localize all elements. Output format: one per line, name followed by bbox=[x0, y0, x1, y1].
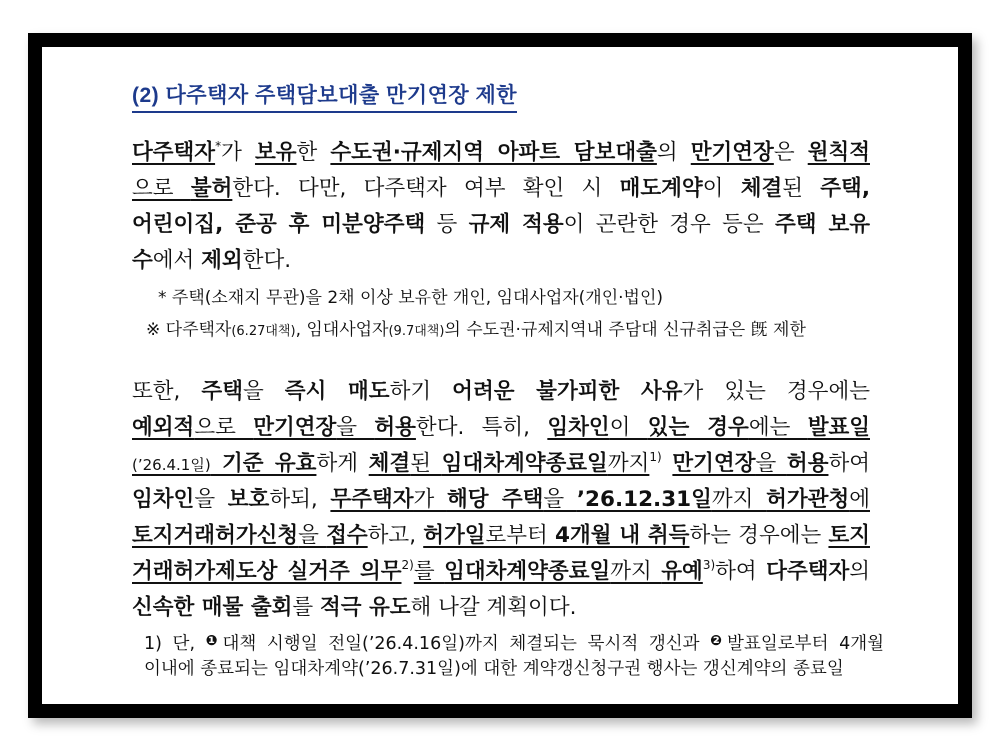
text-line bbox=[132, 590, 870, 626]
text-run: 주택, bbox=[820, 176, 870, 201]
text-run: 예외적 bbox=[132, 415, 195, 440]
text-run: 에 bbox=[849, 487, 870, 512]
text-run: 을 bbox=[298, 523, 327, 548]
text-run: 해 나갈 계획이다. bbox=[410, 595, 577, 620]
text-run: ’26.12.31일 bbox=[576, 487, 712, 512]
text-run: (’26.4.1일) bbox=[132, 456, 211, 474]
text-line bbox=[132, 374, 870, 410]
text-run: 된 bbox=[410, 451, 442, 476]
text-run: 임차인 bbox=[132, 487, 195, 512]
text-run: 신속한 매물 출회 bbox=[132, 595, 293, 620]
text-run: 다주택자 bbox=[766, 559, 850, 584]
text-run: 허용 bbox=[374, 415, 416, 440]
text-run: 원칙적 bbox=[807, 140, 870, 165]
text-run: 수도권·규제지역 아파트 담보대출 bbox=[330, 140, 657, 165]
text-run: 가 있는 경우에는 bbox=[682, 379, 870, 404]
text-run: 수 bbox=[132, 248, 153, 273]
text-run: 으로 bbox=[194, 415, 254, 440]
text-run: 으로 bbox=[132, 176, 191, 201]
text-run: 을 bbox=[194, 487, 228, 512]
footnote-reference-mark bbox=[146, 317, 806, 345]
text-run: 유예 bbox=[661, 559, 703, 584]
text-run: 하기 bbox=[389, 379, 453, 404]
text-run: 임차인 bbox=[547, 415, 610, 440]
text-run: (’26.7.31일) bbox=[358, 659, 461, 679]
text-run: 에 대한 계약갱신청구권 행사는 갱신계약의 종료일 bbox=[460, 659, 844, 679]
text-line bbox=[132, 518, 870, 554]
paragraph-1 bbox=[132, 135, 870, 279]
text-run: 만기연장 bbox=[672, 451, 756, 476]
text-run: 로부터 bbox=[485, 523, 555, 548]
text-run: 한 bbox=[296, 140, 331, 165]
text-run: 을 bbox=[242, 379, 285, 404]
text-run: 하는 경우에는 bbox=[689, 523, 829, 548]
text-run: 불허 bbox=[190, 176, 233, 201]
text-run: 의 bbox=[656, 140, 691, 165]
text-run: 허가일 bbox=[423, 523, 486, 548]
text-line bbox=[132, 446, 870, 482]
text-run: 1) 단, bbox=[144, 634, 206, 654]
text-run: 규제 적용 bbox=[468, 212, 564, 237]
text-run: 기준 유효 bbox=[210, 451, 317, 476]
footnote-marker: * bbox=[215, 139, 222, 153]
text-run: 된 bbox=[782, 176, 821, 201]
text-line bbox=[144, 627, 884, 655]
text-run: 이 bbox=[609, 415, 648, 440]
text-run: 의 bbox=[849, 559, 870, 584]
text-run: 까지 bbox=[610, 559, 662, 584]
text-run: 이내에 종료되는 임대차계약 bbox=[144, 659, 358, 679]
text-run: 이 곤란한 경우 등은 bbox=[563, 212, 775, 237]
text-run: 어려운 불가피한 사유 bbox=[452, 379, 683, 404]
text-line bbox=[132, 554, 870, 590]
text-run: 하되, bbox=[269, 487, 331, 512]
text-run: 을 bbox=[543, 487, 577, 512]
text-run: 를 bbox=[292, 595, 320, 620]
document-frame bbox=[28, 33, 972, 718]
text-run: 다주택자 bbox=[132, 140, 216, 165]
text-run: 허가관청 bbox=[766, 487, 850, 512]
text-run: 적극 유도 bbox=[319, 595, 411, 620]
text-run: (6.27대책) bbox=[231, 324, 296, 339]
text-run: 은 bbox=[773, 140, 808, 165]
text-run: 가 bbox=[221, 140, 255, 165]
text-run bbox=[662, 451, 673, 476]
text-run: 접수 bbox=[326, 523, 368, 548]
text-run: 해당 주택 bbox=[446, 487, 544, 512]
text-run: 어린이집, 준공 후 미분양주택 bbox=[132, 212, 426, 237]
text-run: 대책 시행일 전일 bbox=[222, 634, 363, 654]
text-run: 등 bbox=[425, 212, 469, 237]
text-run: 의 수도권·규제지역내 주담대 신규취급은 旣 제한 bbox=[444, 320, 806, 340]
section-heading: (2) 다주택자 주택담보대출 만기연장 제한 bbox=[132, 83, 517, 113]
text-run: 4개월 내 취득 bbox=[555, 523, 690, 548]
text-run: 발표일로부터 4개월 bbox=[727, 634, 884, 654]
text-run: ❶ bbox=[205, 633, 223, 649]
text-run: 한다. 특히, bbox=[415, 415, 548, 440]
text-run: 즉시 매도 bbox=[284, 379, 390, 404]
text-run: 매도계약 bbox=[619, 176, 703, 201]
text-run: 토지거래허가신청 bbox=[132, 523, 299, 548]
text-line bbox=[132, 171, 870, 207]
text-run: 토지 bbox=[828, 523, 870, 548]
text-run: 이 bbox=[702, 176, 741, 201]
text-run: 에는 bbox=[748, 415, 808, 440]
text-run: 임대차계약종료일 bbox=[444, 559, 611, 584]
text-run: 에서 bbox=[152, 248, 202, 273]
text-run: 체결 bbox=[368, 451, 411, 476]
footnote-asterisk: * 주택(소재지 무관)을 2채 이상 보유한 개인, 임대사업자(개인·법인) bbox=[158, 288, 664, 308]
footnote-marker: 2) bbox=[401, 558, 414, 572]
text-run: 한다. bbox=[242, 248, 292, 273]
text-line bbox=[132, 410, 870, 446]
footnote-1 bbox=[144, 627, 884, 683]
text-run: 까지 bbox=[711, 487, 767, 512]
text-line bbox=[132, 482, 870, 518]
text-run: 제외 bbox=[201, 248, 243, 273]
text-run: 있는 경우 bbox=[647, 415, 749, 440]
text-run: 하여 bbox=[828, 451, 870, 476]
text-run: 하게 bbox=[316, 451, 369, 476]
text-run: 거래허가제도상 실거주 의무 bbox=[132, 559, 402, 584]
text-run: 하여 bbox=[715, 559, 767, 584]
document-page bbox=[42, 47, 958, 704]
text-run: 주택 보유 bbox=[774, 212, 870, 237]
text-run: 주택 bbox=[201, 379, 243, 404]
text-run: 만기연장 bbox=[253, 415, 337, 440]
text-run: 를 bbox=[413, 559, 445, 584]
paragraph-2 bbox=[132, 374, 870, 626]
text-run: 하고, bbox=[367, 523, 424, 548]
text-run: 발표일 bbox=[807, 415, 870, 440]
text-run: 을 bbox=[755, 451, 787, 476]
text-line bbox=[132, 207, 870, 243]
text-run: 만기연장 bbox=[690, 140, 774, 165]
text-run: 또한, bbox=[132, 379, 202, 404]
footnote-marker: 3) bbox=[702, 558, 716, 572]
text-run: 한다. 다만, 다주택자 여부 확인 시 bbox=[232, 176, 620, 201]
text-run: 을 bbox=[336, 415, 375, 440]
text-line bbox=[132, 135, 870, 171]
text-run: 보유 bbox=[254, 140, 297, 165]
text-run: 가 bbox=[413, 487, 447, 512]
text-run: 임대차계약종료일 bbox=[441, 451, 608, 476]
text-run: (’26.4.16일) bbox=[362, 634, 465, 654]
text-run: 보호 bbox=[227, 487, 270, 512]
text-run: (9.7대책) bbox=[388, 324, 445, 339]
text-run: 까지 bbox=[607, 451, 650, 476]
footnote-marker: 1) bbox=[649, 450, 662, 464]
text-run: 체결 bbox=[740, 176, 783, 201]
text-run: 허용 bbox=[786, 451, 829, 476]
text-run: ❷ bbox=[710, 633, 728, 649]
text-run: ※ 다주택자 bbox=[146, 320, 232, 340]
text-run: , 임대사업자 bbox=[295, 320, 389, 340]
text-line bbox=[132, 243, 870, 279]
text-line bbox=[144, 655, 884, 683]
text-run: 무주택자 bbox=[330, 487, 414, 512]
text-run: 까지 체결되는 묵시적 갱신과 bbox=[464, 634, 711, 654]
